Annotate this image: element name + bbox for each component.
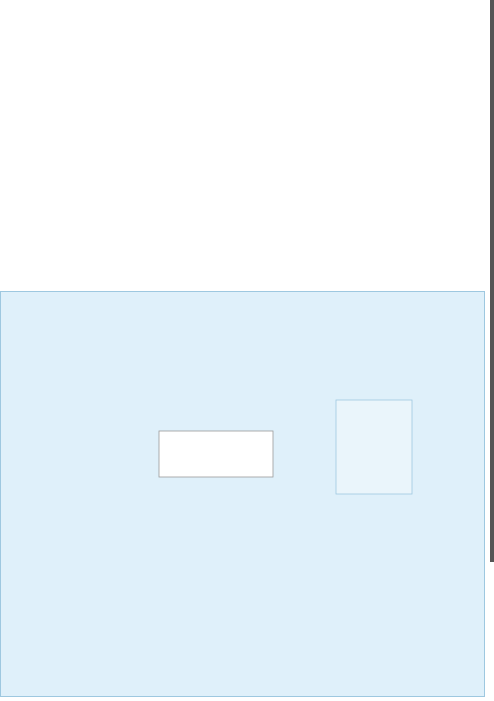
figure-canvas: [1, 292, 484, 696]
scrollbar[interactable]: [490, 0, 494, 562]
figure-panel: [0, 291, 485, 697]
heuristics-box: [159, 431, 273, 477]
legend: [336, 400, 412, 494]
